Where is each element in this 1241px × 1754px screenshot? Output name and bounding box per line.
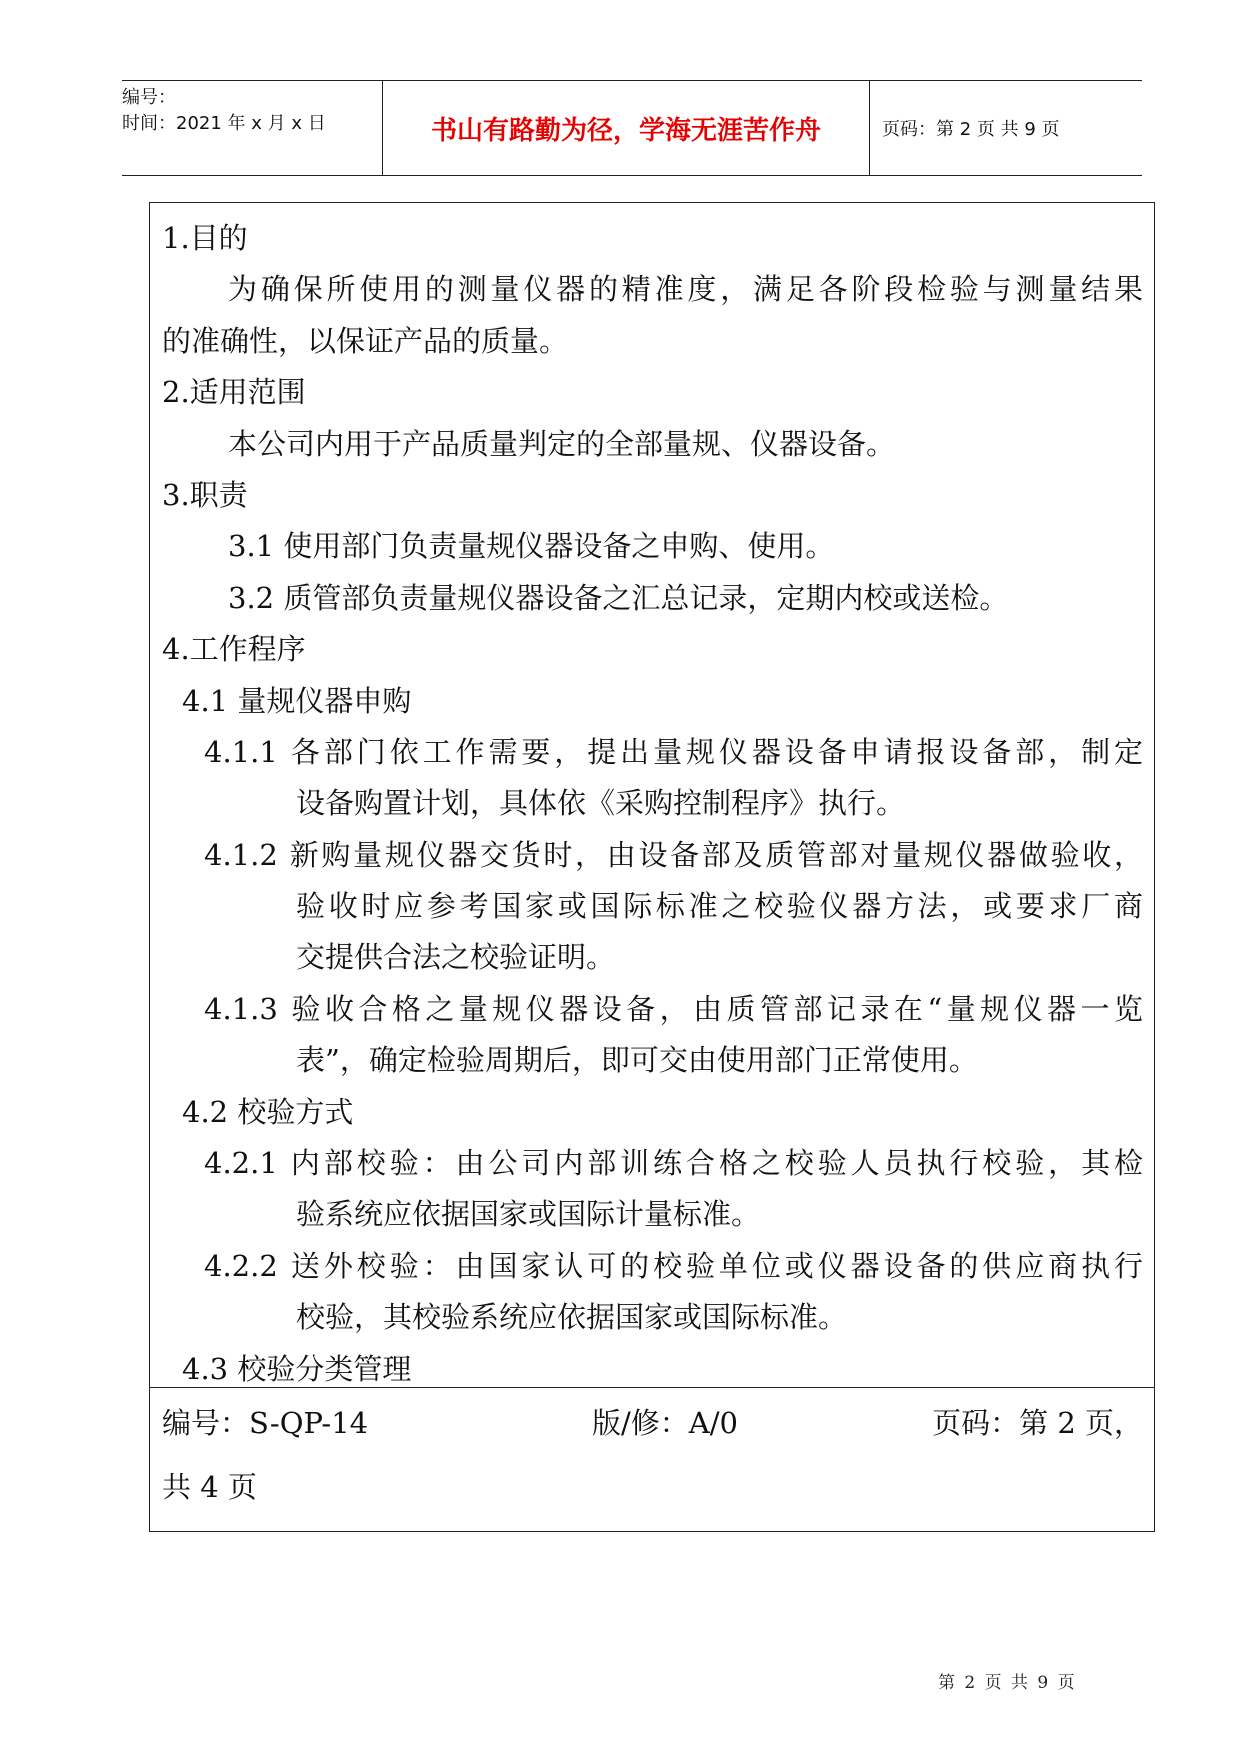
content-line: 3.2 质管部负责量规仪器设备之汇总记录，定期内校或送检。 — [228, 580, 1009, 615]
header-time-label: 时间：2021 年 x 月 x 日 — [122, 113, 326, 134]
document-footer — [150, 1389, 1153, 1517]
footer-divider — [150, 1387, 1154, 1388]
footer-page: 页码：第 2 页， — [932, 1405, 1143, 1440]
header-number-label: 编号： — [122, 87, 176, 108]
content-line: 4.2.1 内部校验：由公司内部训练合格之校验人员执行校验，其检 — [204, 1146, 1143, 1181]
header-motto: 书山有路勤为径，学海无涯苦作舟 — [430, 115, 821, 146]
header-meta — [122, 81, 382, 175]
content-line: 表”，确定检验周期后，即可交由使用部门正常使用。 — [296, 1043, 978, 1078]
content-line: 3.1 使用部门负责量规仪器设备之申购、使用。 — [228, 529, 835, 564]
content-line: 1.目的 — [162, 221, 248, 255]
footer-total-pages: 共 4 页 — [162, 1469, 257, 1504]
content-line: 4.1.3 验收合格之量规仪器设备，由质管部记录在“量规仪器一览 — [204, 991, 1143, 1026]
content-line: 验收时应参考国家或国际标准之校验仪器方法，或要求厂商 — [296, 889, 1143, 924]
content-line: 4.3 校验分类管理 — [182, 1351, 412, 1386]
header-motto-cell — [382, 81, 870, 175]
page-header — [122, 80, 1142, 176]
content-line: 4.2.2 送外校验：由国家认可的校验单位或仪器设备的供应商执行 — [204, 1248, 1143, 1283]
content-line: 本公司内用于产品质量判定的全部量规、仪器设备。 — [228, 426, 896, 461]
footer-revision: 版/修：A/0 — [592, 1405, 738, 1440]
content-line: 4.1 量规仪器申购 — [182, 683, 412, 718]
content-line: 设备购置计划，具体依《采购控制程序》执行。 — [296, 786, 906, 821]
document-frame — [149, 202, 1155, 1532]
content-line: 为确保所使用的测量仪器的精准度，满足各阶段检验与测量结果 — [228, 272, 1143, 307]
content-line: 2.适用范围 — [162, 375, 306, 410]
content-line: 的准确性，以保证产品的质量。 — [162, 323, 569, 358]
content-line: 4.1.1 各部门依工作需要，提出量规仪器设备申请报设备部，制定 — [204, 734, 1143, 769]
content-line: 4.2 校验方式 — [182, 1094, 354, 1129]
content-line: 交提供合法之校验证明。 — [296, 940, 616, 975]
content-line: 3.职责 — [162, 477, 248, 512]
document-body — [150, 203, 1153, 1387]
content-line: 验系统应依据国家或国际计量标准。 — [296, 1197, 761, 1232]
header-page-label: 页码：第 2 页 共 9 页 — [882, 119, 1060, 140]
footer-doc-number: 编号：S-QP-14 — [162, 1405, 369, 1440]
content-line: 校验，其校验系统应依据国家或国际标准。 — [296, 1300, 848, 1335]
page-number: 第 2 页 共 9 页 — [938, 1673, 1077, 1693]
content-line: 4.工作程序 — [162, 632, 306, 667]
content-line: 4.1.2 新购量规仪器交货时，由设备部及质管部对量规仪器做验收， — [204, 837, 1143, 872]
